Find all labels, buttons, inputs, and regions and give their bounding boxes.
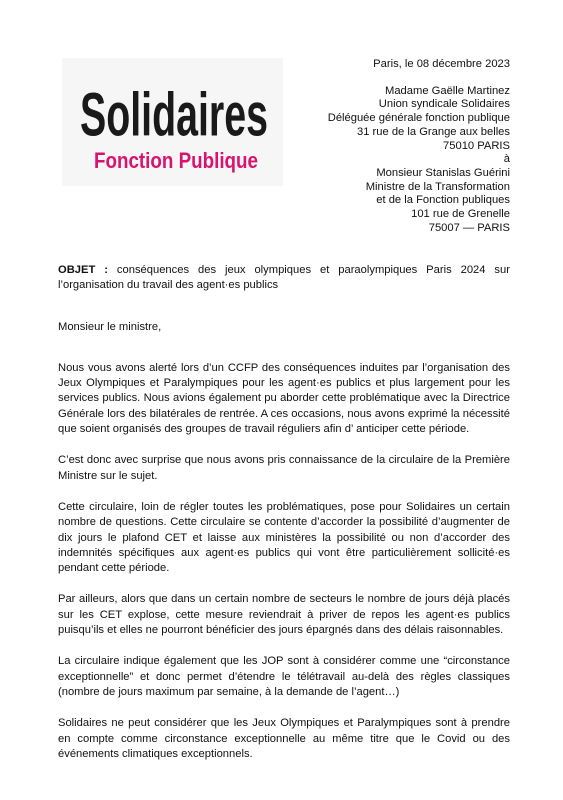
letter-body: [58, 263, 510, 778]
address-block: [210, 58, 510, 235]
salutation: Monsieur le ministre,: [58, 320, 162, 333]
recipient-city: 75007 — PARIS: [428, 221, 510, 234]
sender-role: Déléguée générale fonction publique: [327, 112, 510, 125]
recipient-name: Monsieur Stanislas Guérini: [376, 166, 510, 179]
sender-organization: Union syndicale Solidaires: [378, 98, 510, 111]
letter-object: [58, 263, 510, 294]
paragraph-2: C’est donc avec surprise que nous avons pris connaissance de la circulaire de la Première Ministre sur le sujet.: [58, 454, 510, 482]
sender-city: 75010 PARIS: [443, 139, 510, 152]
recipient-title-line2: et de la Fonction publiques: [376, 194, 510, 207]
object-text: conséquences des jeux olympiques et paraolympiques Paris 2024 sur l’organisation du travail des agent·es publics: [58, 264, 510, 292]
sender-name: Madame Gaëlle Martinez: [385, 84, 510, 97]
paragraph-1: Nous vous avons alerté lors d’un CCFP des conséquences induites par l’organisation des Jeux Olympiques et Paralympiques pour les agent·es publics et plus largement pour les services publics. Nous avions également pu aborder cette problématique avec la Directrice Générale lors des bilatérales de rentrée. A ces occasions, nous avons exprimé la nécessité que soient organisés des groupes de travail réguliers afin d’ anticiper cette période.: [58, 361, 510, 436]
logo-sub-text: Fonction Publique: [94, 148, 258, 173]
object-label: OBJET :: [58, 264, 108, 276]
recipient-street: 101 rue de Grenelle: [411, 208, 510, 221]
paragraph-3: Cette circulaire, loin de régler toutes les problématiques, pose pour Solidaires un certain nombre de questions. Cette circulaire se contente d’accorder la possibilité d’augmenter de dix jours le plafond CET et laisse aux ministères la possibilité ou non d’accorder des indemnités spécifiques aux agent·es publics qui vont être particulièrement sollicité·es pendant cette période.: [58, 500, 510, 575]
logo-main-text: Solidaires: [79, 81, 268, 150]
recipient-title-line1: Ministre de la Transformation: [365, 180, 510, 193]
address-separator: à: [503, 153, 510, 166]
paragraph-6: Solidaires ne peut considérer que les Jeux Olympiques et Paralympiques sont à prendre en compte comme circonstance exceptionnelle au même titre que le Covid ou des événements climatiques exceptionnels.: [58, 717, 510, 760]
letter-date: Paris, le 08 décembre 2023: [373, 58, 510, 70]
sender-street: 31 rue de la Grange aux belles: [357, 125, 510, 138]
paragraph-4: Par ailleurs, alors que dans un certain nombre de secteurs le nombre de jours déjà placés sur les CET explose, cette mesure reviendrait à priver de repos les agent·es publics puisqu’ils et elles ne pourront bénéficier des jours épargnés dans des délais raisonnables.: [58, 593, 510, 637]
paragraph-5: La circulaire indique également que les JOP sont à considérer comme une “circonstance exceptionnelle” et donc permet d’étendre le télétravail au-delà des règles classiques (nombre de jours maximum par semaine, à la demande de l’agent…): [58, 655, 510, 698]
